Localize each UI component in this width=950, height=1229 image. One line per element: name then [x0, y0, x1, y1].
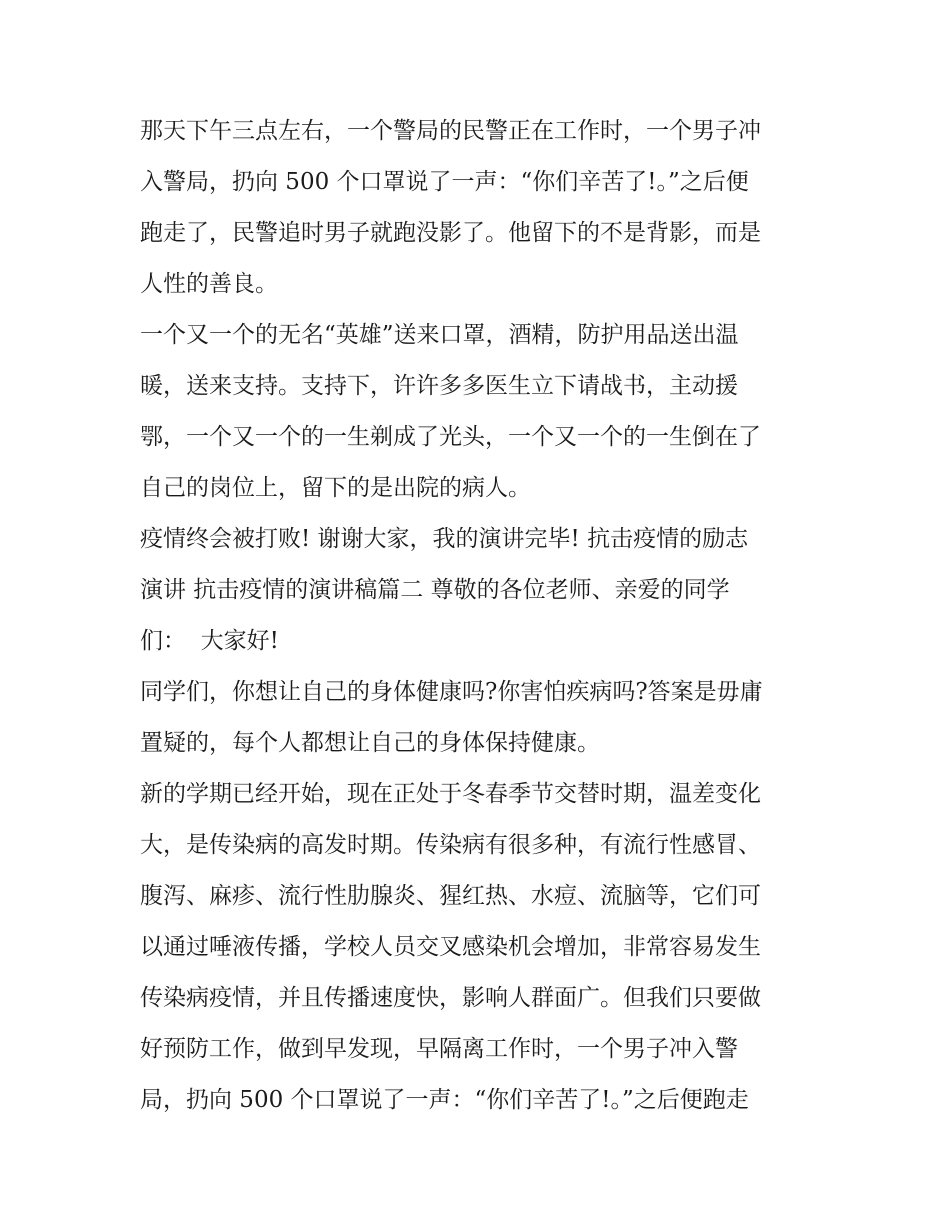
text-line: 人性的善良。 — [140, 271, 278, 297]
text-line: 们： 大家好! — [140, 628, 279, 654]
text-line: 疫情终会被打败! 谢谢大家，我的演讲完毕! 抗击疫情的励志 — [140, 526, 749, 552]
text-line: 鄂，一个又一个的一生剃成了光头，一个又一个的一生倒在了 — [140, 424, 761, 450]
text-line: 自己的岗位上，留下的是出院的病人。 — [140, 475, 531, 501]
text-line: 置疑的，每个人都想让自己的身体保持健康。 — [140, 730, 600, 756]
text-line: 以通过唾液传播，学校人员交叉感染机会增加，非常容易发生 — [140, 934, 761, 960]
text-line: 暖，送来支持。支持下，许许多多医生立下请战书，主动援 — [140, 373, 738, 399]
text-line: 一个又一个的无名“英雄”送来口罩，酒精，防护用品送出温 — [140, 322, 739, 348]
text-line: 同学们，你想让自己的身体健康吗?你害怕疾病吗?答案是毋庸 — [140, 679, 763, 705]
text-line: 局，扔向 500 个口罩说了一声：“你们辛苦了!。”之后便跑走 — [140, 1087, 749, 1113]
body-text — [140, 106, 830, 1126]
text-line: 腹泻、麻疹、流行性肋腺炎、猩红热、水痘、流脑等，它们可 — [140, 883, 761, 909]
text-line: 新的学期已经开始，现在正处于冬春季节交替时期，温差变化 — [140, 781, 761, 807]
text-line: 传染病疫情，并且传播速度快，影响人群面广。但我们只要做 — [140, 985, 761, 1011]
text-line: 大，是传染病的高发时期。传染病有很多种，有流行性感冒、 — [140, 832, 761, 858]
text-line: 跑走了，民警追时男子就跑没影了。他留下的不是背影，而是 — [140, 220, 761, 246]
text-line: 演讲 抗击疫情的演讲稿篇二 尊敬的各位老师、亲爱的同学 — [140, 577, 730, 603]
text-line: 入警局，扔向 500 个口罩说了一声：“你们辛苦了!。”之后便 — [140, 169, 749, 195]
text-line: 那天下午三点左右，一个警局的民警正在工作时，一个男子冲 — [140, 118, 761, 144]
text-line: 好预防工作，做到早发现，早隔离工作时，一个男子冲入警 — [140, 1036, 738, 1062]
